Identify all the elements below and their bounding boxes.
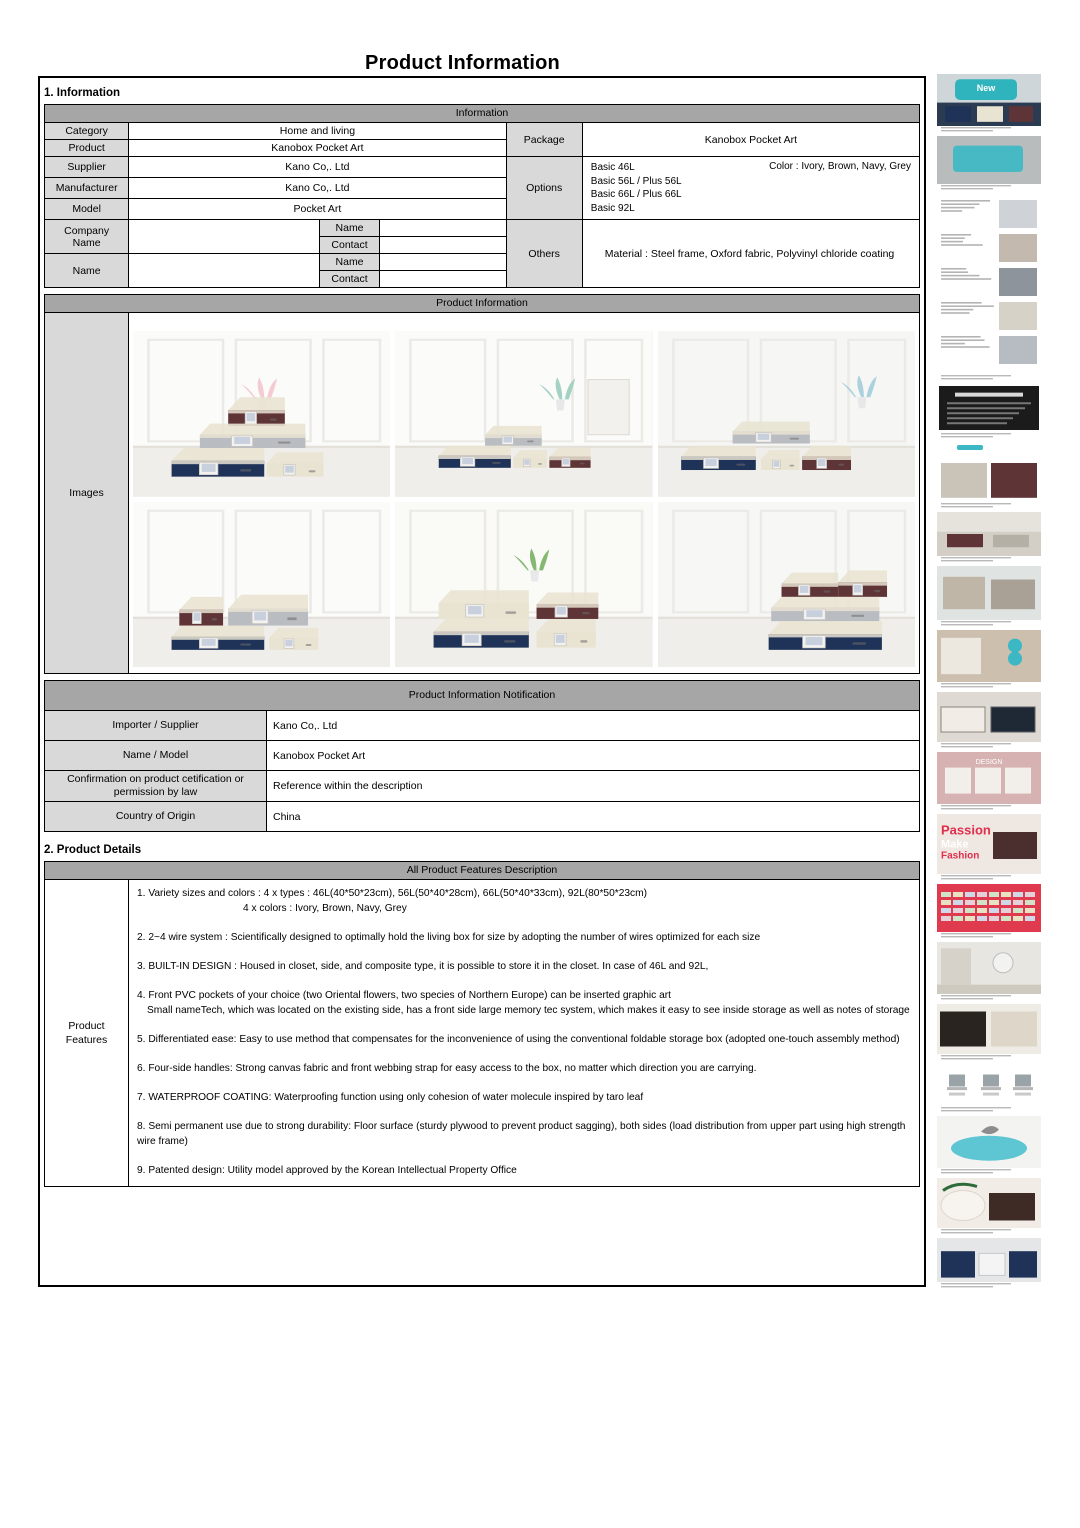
- features-list: [137, 886, 911, 1178]
- label-images: Images: [45, 313, 129, 674]
- feature-item: [137, 886, 911, 916]
- catalog-thumbnail-brand-intro-banner[interactable]: [937, 134, 1041, 192]
- feature-item: [137, 1032, 911, 1047]
- feature-item: [137, 1090, 911, 1105]
- label-name: Name: [45, 254, 129, 288]
- catalog-thumbnail-assembly-steps-row[interactable]: [937, 1290, 1041, 1291]
- label-company-sub-contact: Contact: [319, 237, 379, 254]
- option-item: Basic 56L / Plus 56L: [590, 175, 682, 187]
- svg-text:Passion: Passion: [941, 822, 991, 838]
- catalog-thumbnail-pattern-swatch-grid[interactable]: [937, 882, 1041, 940]
- value-supplier: Kano Co,. Ltd: [129, 157, 506, 178]
- band-product-information: Product Information: [45, 295, 920, 313]
- catalog-thumbnail-fabric-detail-shot[interactable]: [937, 1176, 1041, 1236]
- information-table: [44, 104, 920, 288]
- feature-main: 8. Semi permanent use due to strong durability: Floor surface (sturdy plywood to prevent product sagging), both sides (load distribution from upper part using high strength wire frame): [137, 1121, 906, 1147]
- label-company-sub-name: Name: [319, 220, 379, 237]
- feature-item: [137, 1119, 911, 1149]
- label-company-name: Company Name: [45, 220, 129, 254]
- catalog-thumbnail-color-options-block[interactable]: [937, 628, 1041, 690]
- product-photo: [395, 331, 652, 497]
- option-item: Basic 92L: [590, 202, 635, 214]
- field-name-contact-value[interactable]: [380, 271, 506, 288]
- svg-text:Fashion: Fashion: [941, 850, 980, 862]
- catalog-thumbnail-new-arrival-banner[interactable]: [937, 72, 1041, 134]
- label-name-sub-contact: Contact: [319, 271, 379, 288]
- label-product: Product: [45, 140, 129, 157]
- feature-main: 6. Four-side handles: Strong canvas fabric and front webbing strap for easy access to the box, no matter which direction you are carrying.: [137, 1063, 757, 1074]
- product-photo: [658, 502, 915, 668]
- value-model: Pocket Art: [129, 199, 506, 220]
- label-package: Package: [506, 123, 582, 157]
- field-company-contact-value[interactable]: [380, 237, 506, 254]
- option-item: Basic 46L: [590, 162, 635, 173]
- notification-label: Importer / Supplier: [45, 711, 267, 741]
- label-manufacturer: Manufacturer: [45, 178, 129, 199]
- catalog-thumbnail-feature-list-thumbnails[interactable]: [937, 192, 1041, 382]
- feature-main: 2. 2~4 wire system : Scientifically designed to optimally hold the living box for size by adopting the number of wires optimized for each size: [137, 932, 761, 943]
- main-document-frame: [38, 76, 926, 1287]
- product-information-table: [44, 294, 920, 674]
- catalog-thumbnail-dark-board-scene[interactable]: [937, 1002, 1041, 1062]
- table-row: [45, 741, 920, 771]
- catalog-thumbnail-dark-notice-block[interactable]: [937, 382, 1041, 440]
- label-product-features: Product Features: [45, 880, 129, 1187]
- product-photo: [133, 502, 390, 668]
- notification-label: Country of Origin: [45, 802, 267, 832]
- band-all-product-features: All Product Features Description: [45, 862, 920, 880]
- table-row: [45, 295, 920, 313]
- value-others: Material : Steel frame, Oxford fabric, Polyvinyl chloride coating: [582, 220, 919, 288]
- catalog-thumbnail-interior-usage-shot[interactable]: [937, 510, 1041, 564]
- feature-item: [137, 1061, 911, 1076]
- product-photo-grid: [129, 313, 919, 673]
- product-photo: [658, 331, 915, 497]
- value-options: [582, 157, 919, 220]
- label-options: Options: [506, 157, 582, 220]
- field-name-sub-value[interactable]: [380, 254, 506, 271]
- product-information-wrapper: [40, 294, 924, 674]
- all-product-features-table: [44, 861, 920, 1187]
- catalog-thumbnail-waterproof-lotus-block[interactable]: [937, 1114, 1041, 1176]
- value-category: Home and living: [129, 123, 506, 140]
- label-name-sub-name: Name: [319, 254, 379, 271]
- catalog-thumbnail-icon-feature-row[interactable]: [937, 1062, 1041, 1114]
- product-photo: [395, 502, 652, 668]
- band-information: Information: [45, 105, 920, 123]
- catalog-thumbnail-frame-structure-detail[interactable]: [937, 690, 1041, 750]
- table-row: [45, 105, 920, 123]
- notification-value: Kano Co,. Ltd: [267, 711, 920, 741]
- catalog-thumbnail-size-compare-two-boxes[interactable]: [937, 440, 1041, 510]
- table-row: [45, 802, 920, 832]
- label-category: Category: [45, 123, 129, 140]
- feature-main: 4. Front PVC pockets of your choice (two Oriental flowers, two species of Northern Europe) can be inserted graphic art: [137, 990, 671, 1001]
- feature-indent: 4 x colors : Ivory, Brown, Navy, Grey: [243, 903, 407, 914]
- feature-main: 7. WATERPROOF COATING: Waterproofing function using only cohesion of water molecule inspired by taro leaf: [137, 1092, 644, 1103]
- feature-main: 1. Variety sizes and colors : 4 x types : 46L(40*50*23cm), 56L(50*40*28cm), 66L(50*40*33cm), 92L(80*50*23cm): [137, 888, 648, 899]
- table-row: [45, 681, 920, 711]
- table-row: [45, 880, 920, 1187]
- notification-label: Confirmation on product cetification or permission by law: [45, 771, 267, 802]
- value-product: Kanobox Pocket Art: [129, 140, 506, 157]
- notification-wrapper: [40, 680, 924, 832]
- product-information-notification-table: [44, 680, 920, 832]
- feature-sub: Small nameTech, which was located on the existing side, has a front side large memory tec system, which makes it easy to see inside storage as well as notes of storage: [147, 1005, 910, 1016]
- notification-value: China: [267, 802, 920, 832]
- table-row: [45, 123, 920, 140]
- table-row: [45, 711, 920, 741]
- table-row: [45, 862, 920, 880]
- table-row: [45, 220, 920, 237]
- catalog-thumbnail-closet-usage-shot[interactable]: [937, 564, 1041, 628]
- table-row: [45, 313, 920, 674]
- feature-main: 5. Differentiated ease: Easy to use method that compensates for the inconvenience of using the conventional foldable storage box (adopted one-touch assembly method): [137, 1034, 900, 1045]
- svg-text:New: New: [976, 83, 996, 94]
- notification-label: Name / Model: [45, 741, 267, 771]
- feature-item: [137, 930, 911, 945]
- table-row: [45, 157, 920, 178]
- catalog-thumbnail-living-room-scene[interactable]: [937, 940, 1041, 1002]
- catalog-thumbnail-design-variants-block[interactable]: [937, 750, 1041, 812]
- feature-item: [137, 988, 911, 1018]
- value-manufacturer: Kano Co,. Ltd: [129, 178, 506, 199]
- features-body: [129, 880, 920, 1187]
- images-cell: [129, 313, 920, 674]
- catalog-thumbnail-passion-make-fashion-banner[interactable]: [937, 812, 1041, 882]
- label-supplier: Supplier: [45, 157, 129, 178]
- label-model: Model: [45, 199, 129, 220]
- field-name-value[interactable]: [129, 254, 320, 288]
- notification-value: Reference within the description: [267, 771, 920, 802]
- notification-value: Kanobox Pocket Art: [267, 741, 920, 771]
- option-item: Basic 66L / Plus 66L: [590, 189, 682, 200]
- table-row: [45, 771, 920, 802]
- label-others: Others: [506, 220, 582, 288]
- value-package: Kanobox Pocket Art: [582, 123, 919, 157]
- section-heading-product-details: 2. Product Details: [44, 844, 142, 856]
- catalog-thumbnail-navy-closeup-shot[interactable]: [937, 1236, 1041, 1290]
- detail-page-preview-strip[interactable]: [937, 72, 1041, 1291]
- features-wrapper: [40, 861, 924, 1187]
- options-color-text: Color : Ivory, Brown, Navy, Grey: [769, 161, 911, 172]
- feature-item: [137, 959, 911, 974]
- page-title: Product Information: [365, 52, 560, 74]
- information-table-wrapper: [40, 104, 924, 288]
- field-company-name-value[interactable]: [129, 220, 320, 254]
- field-company-sub-name-value[interactable]: [380, 220, 506, 237]
- product-photo: [133, 331, 390, 497]
- section-heading-information: 1. Information: [44, 87, 121, 99]
- feature-main: 9. Patented design: Utility model approved by the Korean Intellectual Property Office: [137, 1165, 517, 1176]
- band-notification: Product Information Notification: [45, 681, 920, 711]
- feature-item: [137, 1163, 911, 1178]
- svg-text:Make: Make: [941, 838, 969, 851]
- svg-text:DESIGN: DESIGN: [975, 759, 1003, 766]
- notification-rows: [45, 711, 920, 832]
- feature-main: 3. BUILT-IN DESIGN : Housed in closet, side, and composite type, it is possible to store it in the closet. In case of 46L and 92L,: [137, 961, 709, 972]
